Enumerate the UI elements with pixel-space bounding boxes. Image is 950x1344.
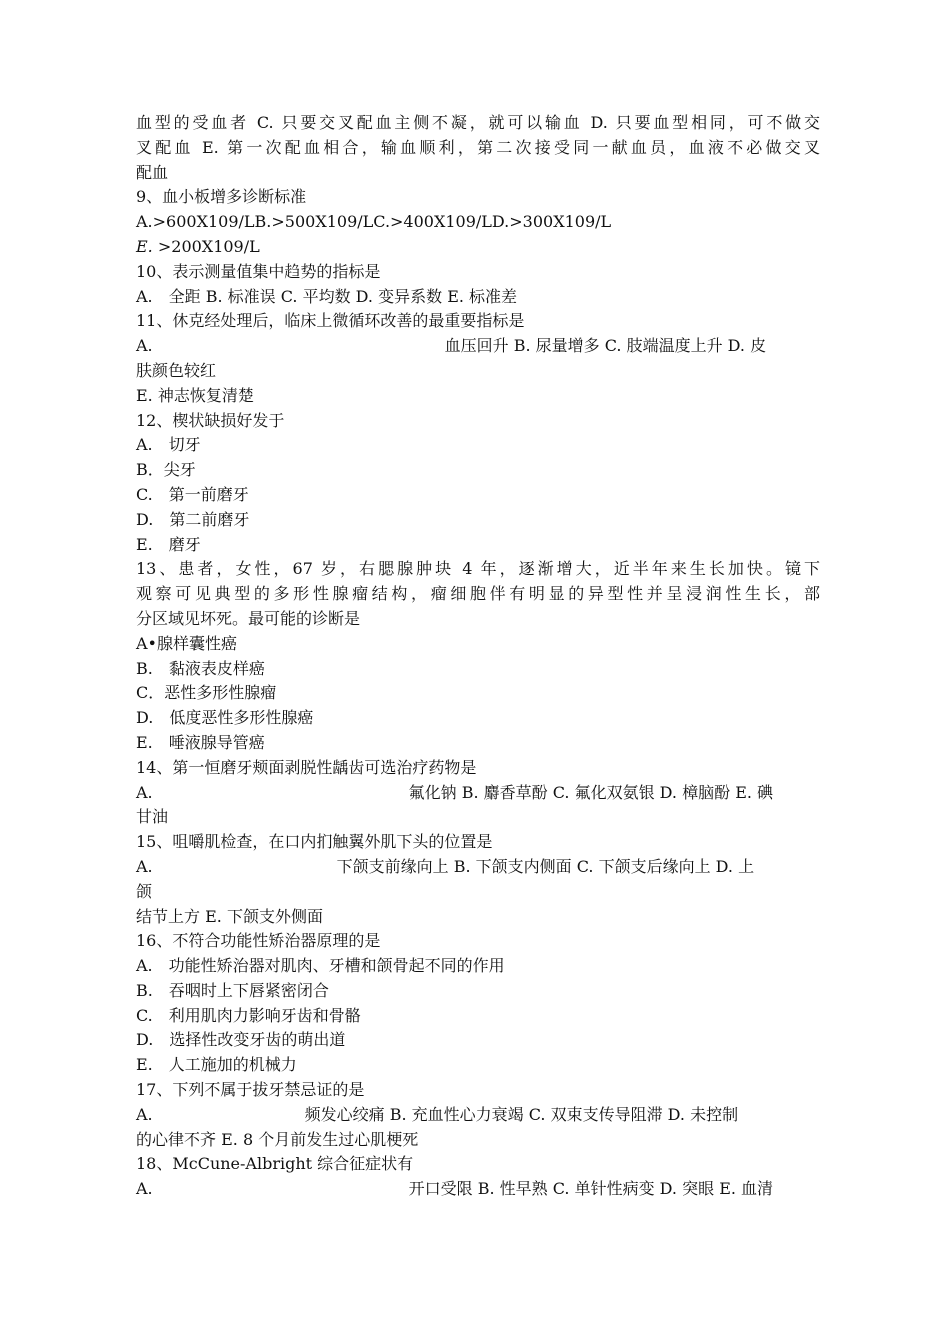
text-line: A. 全距 B. 标准误 C. 平均数 D. 变异系数 E. 标准差 xyxy=(136,286,518,306)
text-line: 分区域见坏死。最可能的诊断是 xyxy=(136,608,361,628)
option-label: A. xyxy=(136,1104,153,1124)
document-body xyxy=(136,111,820,1202)
text-line: 甘油 xyxy=(136,807,169,827)
text-line: 9、血小板增多诊断标准 xyxy=(136,187,307,207)
text-line: 的心律不齐 E. 8 个月前发生过心肌梗死 xyxy=(136,1129,419,1149)
option-label: A. xyxy=(136,782,153,802)
option-text: 氟化钠 B. 麝香草酚 C. 氟化双氨银 D. 樟脑酚 E. 碘 xyxy=(408,782,774,802)
text-line: A. 切牙 xyxy=(136,435,201,455)
text-line xyxy=(136,334,820,359)
text-line: C. 第一前磨牙 xyxy=(136,484,249,504)
text-line: D. 低度恶性多形性腺癌 xyxy=(136,708,314,728)
text-line: A.>600X109/LB.>500X109/LC.>400X109/LD.>300X109/L xyxy=(136,212,612,232)
option-label: A. xyxy=(136,1179,153,1199)
text-line: 12、楔状缺损好发于 xyxy=(136,410,285,430)
text-line: C. 利用肌肉力影响牙齿和骨骼 xyxy=(136,1005,361,1025)
text-line: 颌 xyxy=(136,881,153,901)
text-line: B. 吞咽时上下唇紧密闭合 xyxy=(136,980,329,1000)
text-line: E. 神志恢复清楚 xyxy=(136,385,254,405)
option-label: A. xyxy=(136,336,153,356)
text-line xyxy=(136,855,820,880)
text-line: B．尖牙 xyxy=(136,460,196,480)
text-line: 血型的受血者 C. 只要交叉配血主侧不凝，就可以输血 D. 只要血型相同，可不做交 xyxy=(136,113,820,132)
text-line: 叉配血 E. 第一次配血相合，输血顺利，第二次接受同一献血员，血液不必做交叉 xyxy=(136,137,820,157)
text-line: 结节上方 E. 下颌支外侧面 xyxy=(136,906,323,926)
text-line: 11、休克经处理后，临床上微循环改善的最重要指标是 xyxy=(136,311,525,331)
option-text: 频发心绞痛 B. 充血性心力衰竭 C. 双束支传导阻滞 D. 未控制 xyxy=(304,1104,739,1124)
text-line: A. 功能性矫治器对肌肉、牙槽和颌骨起不同的作用 xyxy=(136,956,505,976)
text-line: B. 黏液表皮样癌 xyxy=(136,658,265,678)
text-line: E. 人工施加的机械力 xyxy=(136,1055,297,1075)
text-line: C．恶性多形性腺瘤 xyxy=(136,683,277,703)
italic-prefix: E. xyxy=(136,236,153,256)
text-line xyxy=(136,781,820,806)
text-line: 10、表示测量值集中趋势的指标是 xyxy=(136,261,381,281)
text-line: 17、下列不属于拔牙禁忌证的是 xyxy=(136,1080,365,1100)
text-line: 观察可见典型的多形性腺瘤结构，瘤细胞伴有明显的异型性并呈浸润性生长，部 xyxy=(136,584,820,604)
text-line: 肤颜色较红 xyxy=(136,360,217,380)
text-line: 16、不符合功能性矫治器原理的是 xyxy=(136,931,381,951)
text-line: E. 磨牙 xyxy=(136,534,201,554)
text-line: A•腺样囊性癌 xyxy=(136,633,237,653)
text-line: 配血 xyxy=(136,162,169,182)
text-line: 18、McCune-Albright 综合征症状有 xyxy=(136,1154,414,1174)
text-line: 14、第一恒磨牙颊面剥脱性龋齿可选治疗药物是 xyxy=(136,757,477,777)
option-text: 血压回升 B. 尿量增多 C. 肢端温度上升 D. 皮 xyxy=(444,336,767,356)
text-line: D. 第二前磨牙 xyxy=(136,509,250,529)
text-line: 15、咀嚼肌检查，在口内扪触翼外肌下头的位置是 xyxy=(136,832,493,852)
option-text: 开口受限 B. 性早熟 C. 单针性病变 D. 突眼 E. 血清 xyxy=(408,1179,774,1199)
text-line xyxy=(136,1103,820,1128)
option-label: A. xyxy=(136,856,153,876)
text-line xyxy=(136,1177,820,1202)
option-text: 下颌支前缘向上 B. 下颌支内侧面 C. 下颌支后缘向上 D. 上 xyxy=(336,856,755,876)
text-line: 13、患者，女性，67 岁，右腮腺肿块 4 年，逐渐增大，近半年来生长加快。镜下 xyxy=(136,559,820,579)
text-line: D. 选择性改变牙齿的萌出道 xyxy=(136,1030,346,1050)
text-line xyxy=(136,235,820,260)
line-text: >200X109/L xyxy=(152,236,260,256)
text-line: E. 唾液腺导管癌 xyxy=(136,732,265,752)
